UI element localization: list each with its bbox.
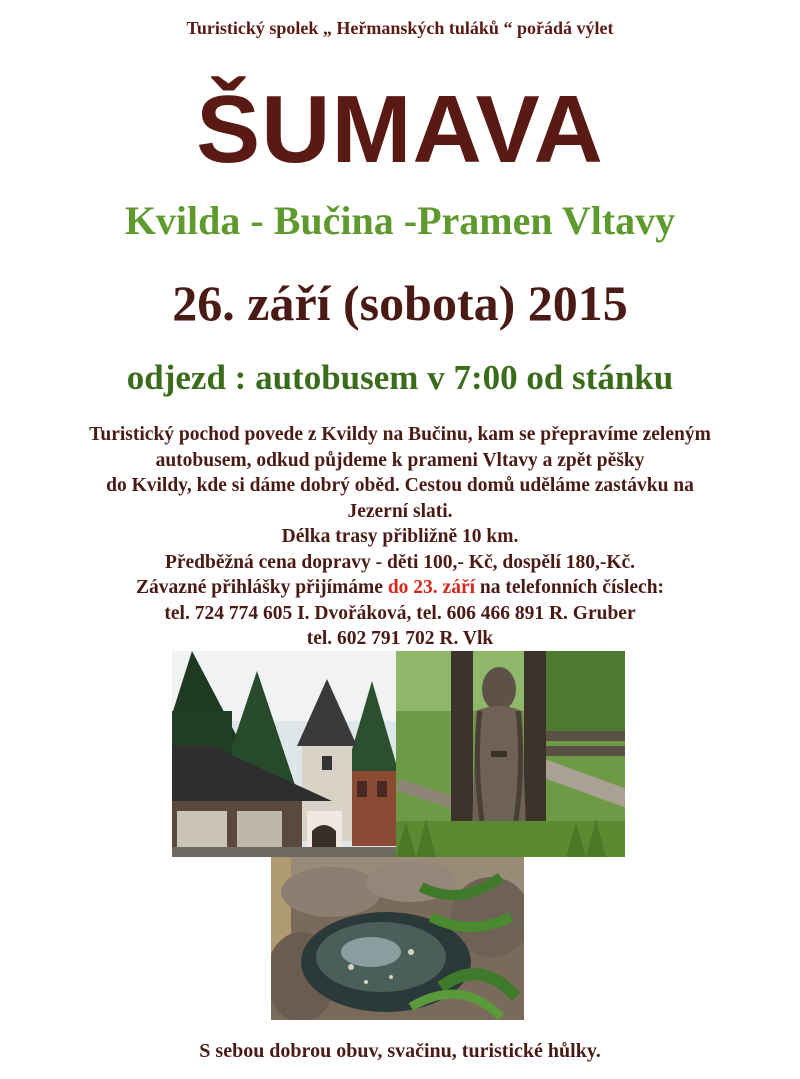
event-date: 26. září (sobota) 2015	[172, 275, 628, 331]
footer-note: S sebou dobrou obuv, svačinu, turistické hůlky.	[199, 1040, 601, 1062]
registration-text-end: na telefonních číslech:	[475, 577, 665, 598]
registration-deadline: do 23. září	[387, 577, 476, 598]
route-length: Délka trasy přibližně 10 km.	[281, 526, 519, 547]
spring-photo	[271, 857, 524, 1020]
registration-text: Závazné přihlášky přijímáme	[135, 577, 388, 598]
departure-info: odjezd : autobusem v 7:00 od stánku	[126, 358, 674, 397]
statue-photo	[396, 651, 625, 857]
route-subtitle: Kvilda - Bučina -Pramen Vltavy	[124, 198, 676, 243]
transport-price: Předběžná cena dopravy - děti 100,- Kč, dospělí 180,-Kč.	[164, 551, 636, 573]
description-line: Jezerní slati.	[347, 500, 453, 522]
description-line: Turistický pochod povede z Kvildy na Bučinu, kam se přepravíme zeleným	[89, 424, 711, 445]
organizer-line: Turistický spolek „ Heřmanských tuláků “ pořádá výlet	[186, 18, 614, 38]
description-line: do Kvildy, kde si dáme dobrý oběd. Cestou domů uděláme zastávku na	[106, 475, 694, 496]
contact-phone-vlk: tel. 602 791 702 R. Vlk	[306, 628, 494, 649]
contact-phones: tel. 724 774 605 I. Dvořáková, tel. 606 466 891 R. Gruber	[164, 602, 636, 624]
poster-title: ŠUMAVA	[196, 76, 604, 183]
church-photo	[172, 651, 396, 857]
description-line: autobusem, odkud půjdeme k prameni Vltavy a zpět pěšky	[155, 449, 645, 471]
